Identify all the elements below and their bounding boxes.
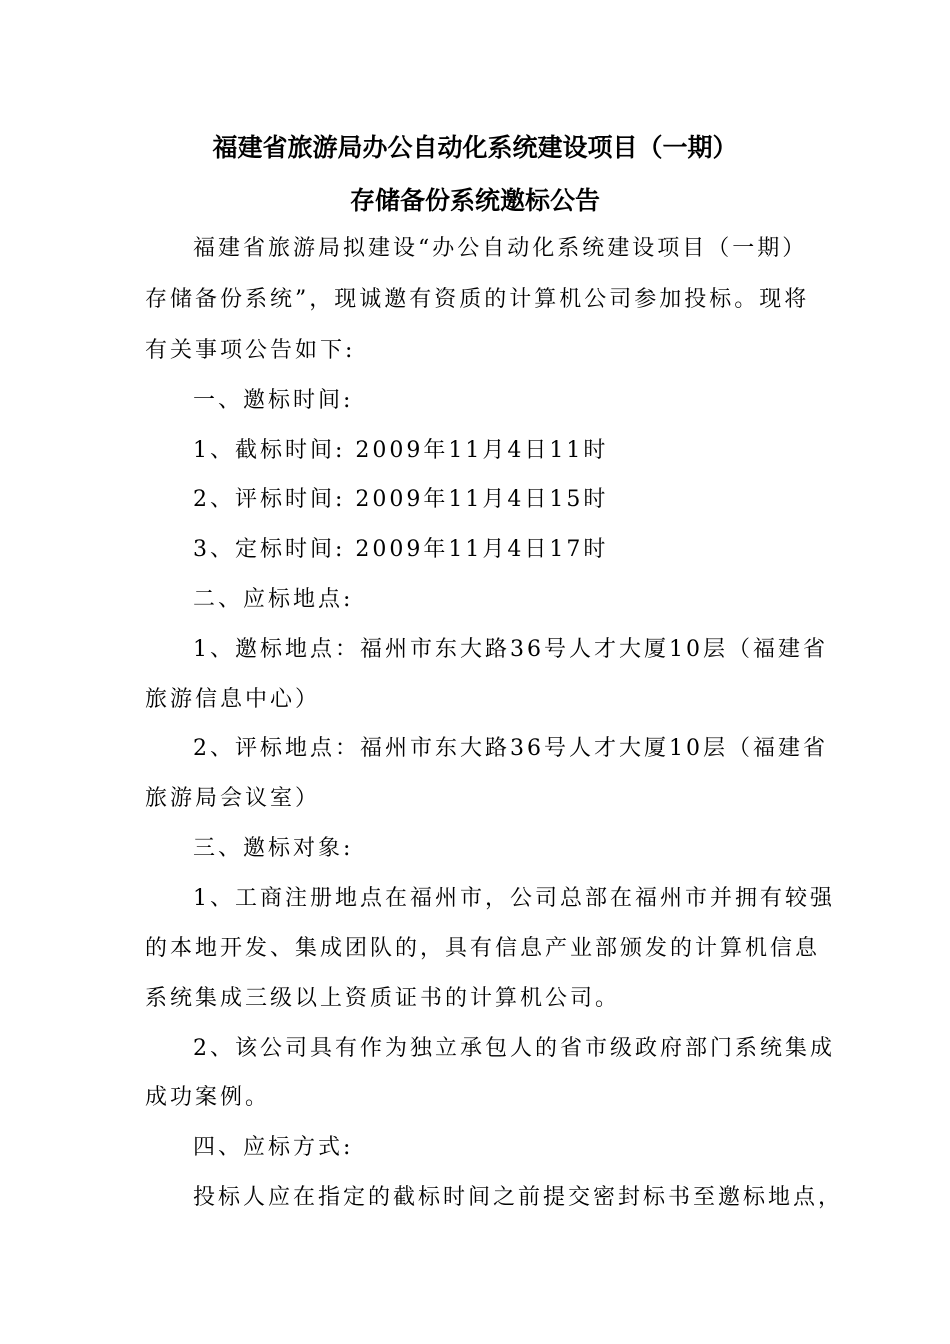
section-heading: 三、邀标对象: — [193, 836, 354, 861]
doc-title-line-2: 存储备份系统邀标公告 — [349, 186, 600, 215]
body-line: 1、邀标地点：福州市东大路36号人才大厦10层（福建省 — [193, 637, 828, 662]
body-line: 2、评标地点：福州市东大路36号人才大厦10层（福建省 — [193, 736, 828, 761]
body-line: 2、该公司具有作为独立承包人的省市级政府部门系统集成 — [193, 1036, 835, 1061]
body-line: 福建省旅游局拟建设“办公自动化系统建设项目（一期） — [193, 236, 808, 261]
body-line: 投标人应在指定的截标时间之前提交密封标书至邀标地点， — [193, 1185, 844, 1210]
body-line: 2、评标时间: 2009年11月4日15时 — [193, 487, 609, 512]
body-line: 旅游局会议室） — [145, 786, 321, 811]
body-line: 成功案例。 — [145, 1085, 271, 1110]
section-heading: 一、邀标时间: — [193, 388, 354, 413]
doc-title-line-1: 福建省旅游局办公自动化系统建设项目（一期） — [212, 133, 738, 162]
body-line: 1、截标时间: 2009年11月4日11时 — [193, 438, 609, 463]
section-heading: 四、应标方式: — [193, 1135, 354, 1160]
body-line: 的本地开发、集成团队的，具有信息产业部颁发的计算机信息 — [145, 936, 821, 961]
body-line: 1、工商注册地点在福州市，公司总部在福州市并拥有较强 — [193, 886, 835, 911]
body-line: 旅游信息中心） — [145, 687, 321, 712]
body-line: 3、定标时间: 2009年11月4日17时 — [193, 537, 609, 562]
body-line: 系统集成三级以上资质证书的计算机公司。 — [145, 986, 621, 1011]
body-line: 有关事项公告如下: — [145, 338, 356, 363]
section-heading: 二、应标地点: — [193, 587, 354, 612]
body-line: 存储备份系统”，现诚邀有资质的计算机公司参加投标。现将 — [145, 287, 810, 312]
